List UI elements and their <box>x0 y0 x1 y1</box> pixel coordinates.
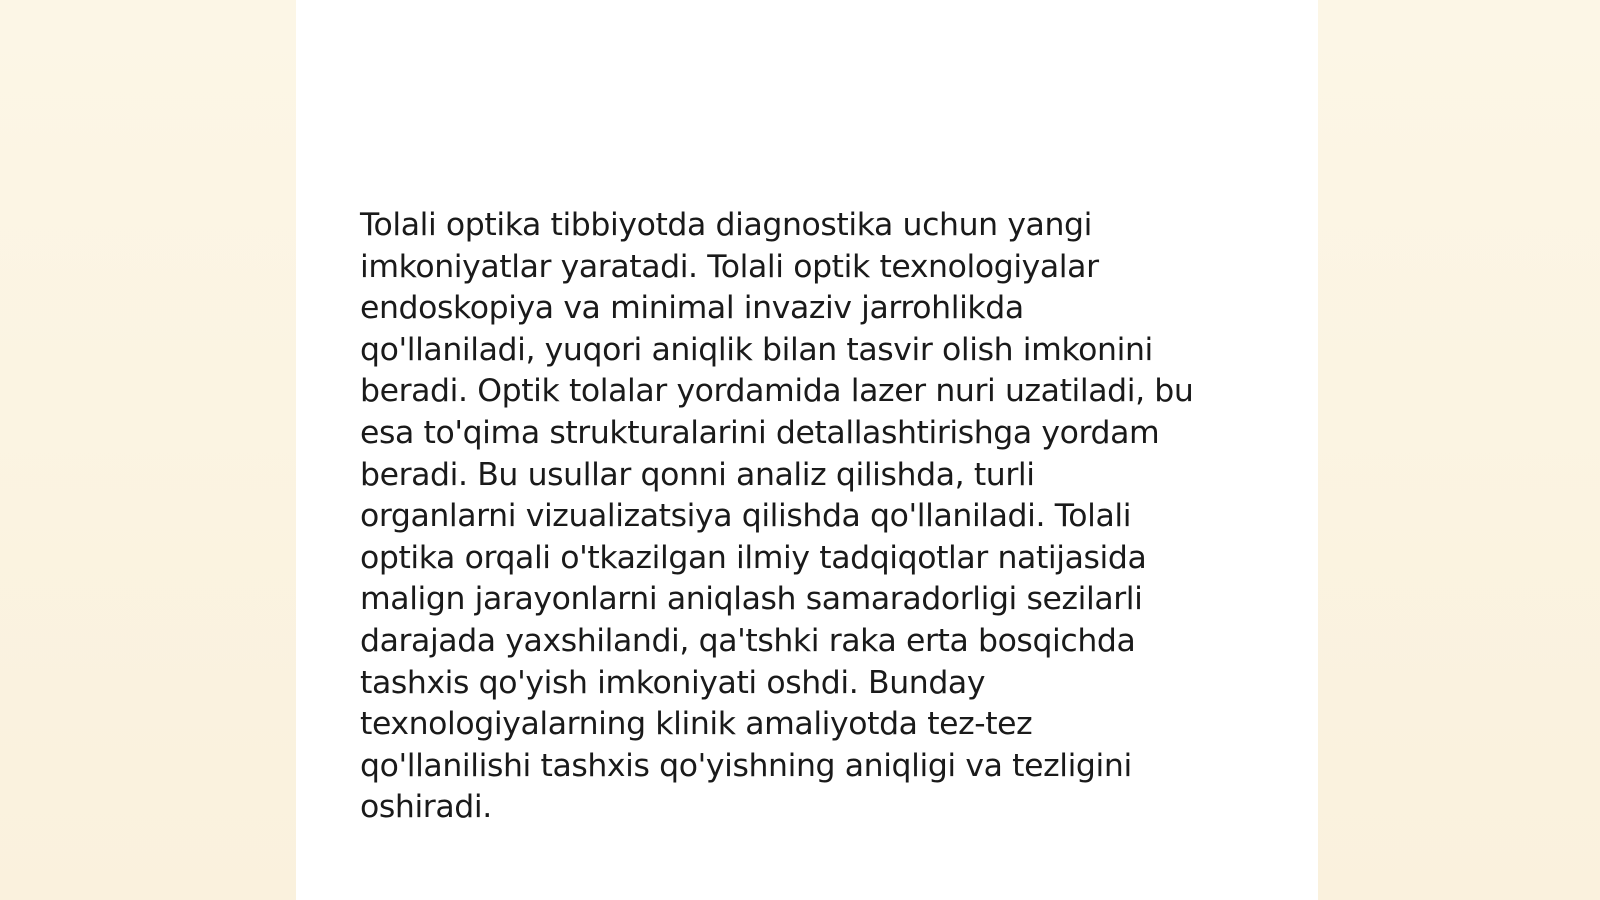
text-line: darajada yaxshilandi, qa'tshki raka erta bosqichda <box>360 622 1136 659</box>
text-line: texnologiyalarning klinik amaliyotda tez-tez <box>360 706 1033 743</box>
background-right-panel <box>1318 0 1600 900</box>
text-line: esa to'qima strukturalarini detallashtirishga yordam <box>360 414 1160 451</box>
text-line: beradi. Optik tolalar yordamida lazer nuri uzatiladi, bu <box>360 373 1194 410</box>
text-line: malign jarayonlarni aniqlash samaradorligi sezilarli <box>360 581 1143 618</box>
text-line: qo'llaniladi, yuqori aniqlik bilan tasvir olish imkonini <box>360 331 1153 368</box>
text-line: oshiradi. <box>360 789 492 826</box>
text-line: qo'llanilishi tashxis qo'yishning aniqligi va tezligini <box>360 747 1132 784</box>
slide-body-text <box>360 205 1260 829</box>
text-line: optika orqali o'tkazilgan ilmiy tadqiqotlar natijasida <box>360 539 1147 576</box>
text-line: imkoniyatlar yaratadi. Tolali optik texnologiyalar <box>360 248 1099 285</box>
slide-canvas <box>296 0 1318 900</box>
text-line: endoskopiya va minimal invaziv jarrohlikda <box>360 290 1024 327</box>
text-line: Tolali optika tibbiyotda diagnostika uchun yangi <box>360 207 1092 243</box>
background-left-panel <box>0 0 296 900</box>
text-line: tashxis qo'yish imkoniyati oshdi. Bunday <box>360 664 986 701</box>
text-line: beradi. Bu usullar qonni analiz qilishda, turli <box>360 456 1035 493</box>
text-line: organlarni vizualizatsiya qilishda qo'llaniladi. Tolali <box>360 498 1132 535</box>
